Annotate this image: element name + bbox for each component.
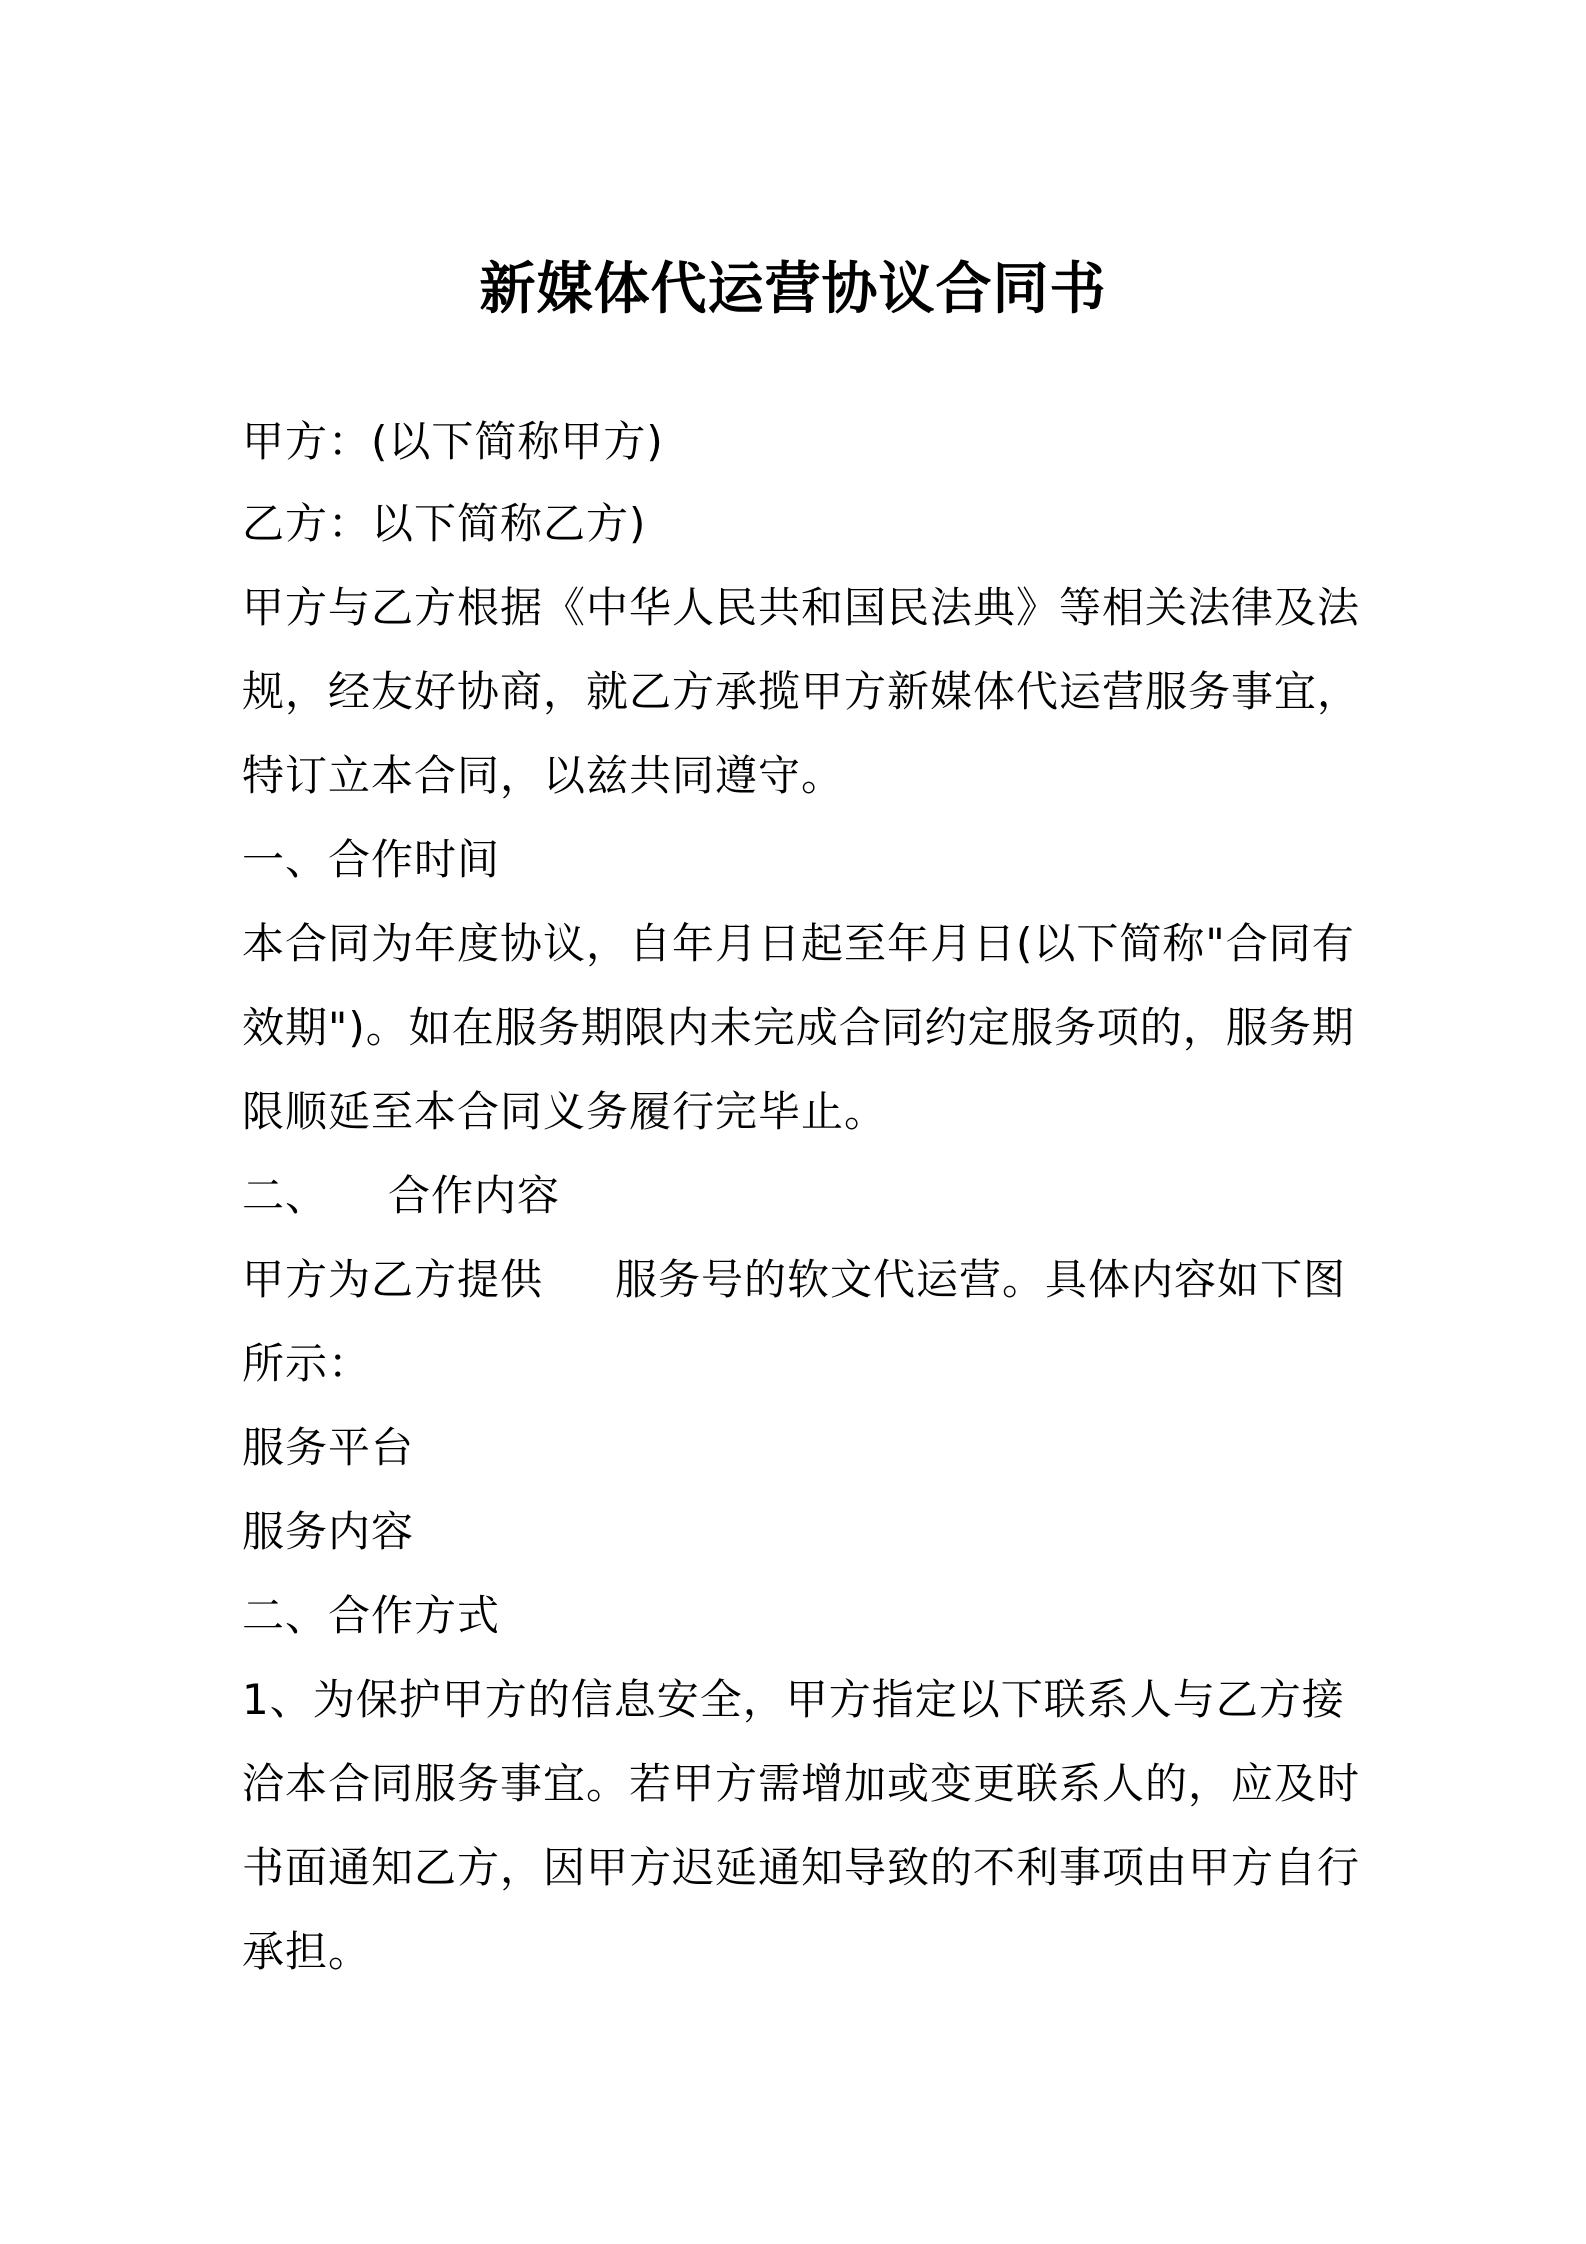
section-3-paragraph-line: 洽本合同服务事宜。若甲方需增加或变更联系人的，应及时 <box>242 1759 1361 1808</box>
service-platform-label: 服务平台 <box>242 1423 415 1472</box>
section-2-heading-number: 二、 <box>242 1171 329 1220</box>
section-1-paragraph-line: 限顺延至本合同义务履行完毕止。 <box>242 1087 888 1136</box>
section-1-paragraph-line: 本合同为年度协议，自年月日起至年月日(以下简称"合同有 <box>242 919 1355 968</box>
party-a-line: 甲方：(以下简称甲方) <box>242 417 664 466</box>
section-1-heading: 一、合作时间 <box>242 835 501 884</box>
document-title: 新媒体代运营协议合同书 <box>479 257 1107 322</box>
section-3-paragraph-line: 承担。 <box>242 1927 372 1976</box>
party-b-line: 乙方：以下简称乙方) <box>242 499 647 548</box>
preamble-line: 甲方与乙方根据《中华人民共和国民法典》等相关法律及法 <box>242 583 1361 632</box>
section-2-line-part-1: 甲方为乙方提供 <box>242 1255 544 1304</box>
preamble-line: 特订立本合同，以兹共同遵守。 <box>242 751 845 800</box>
section-2-line: 所示： <box>242 1339 372 1388</box>
section-2-line <box>242 1250 1346 1310</box>
preamble-line: 规，经友好协商，就乙方承揽甲方新媒体代运营服务事宜， <box>242 667 1361 716</box>
section-3-heading: 二、合作方式 <box>242 1591 501 1640</box>
section-2-line-part-2: 服务号的软文代运营。具体内容如下图 <box>615 1255 1347 1304</box>
section-2-heading-text: 合作内容 <box>388 1171 561 1220</box>
service-content-label: 服务内容 <box>242 1507 415 1556</box>
section-3-paragraph-line: 1、为保护甲方的信息安全，甲方指定以下联系人与乙方接 <box>242 1675 1345 1724</box>
section-2-heading <box>242 1166 560 1226</box>
section-3-paragraph-line: 书面通知乙方，因甲方迟延通知导致的不利事项由甲方自行 <box>242 1843 1361 1892</box>
section-1-paragraph-line: 效期")。如在服务期限内未完成合同约定服务项的，服务期 <box>242 1003 1355 1052</box>
